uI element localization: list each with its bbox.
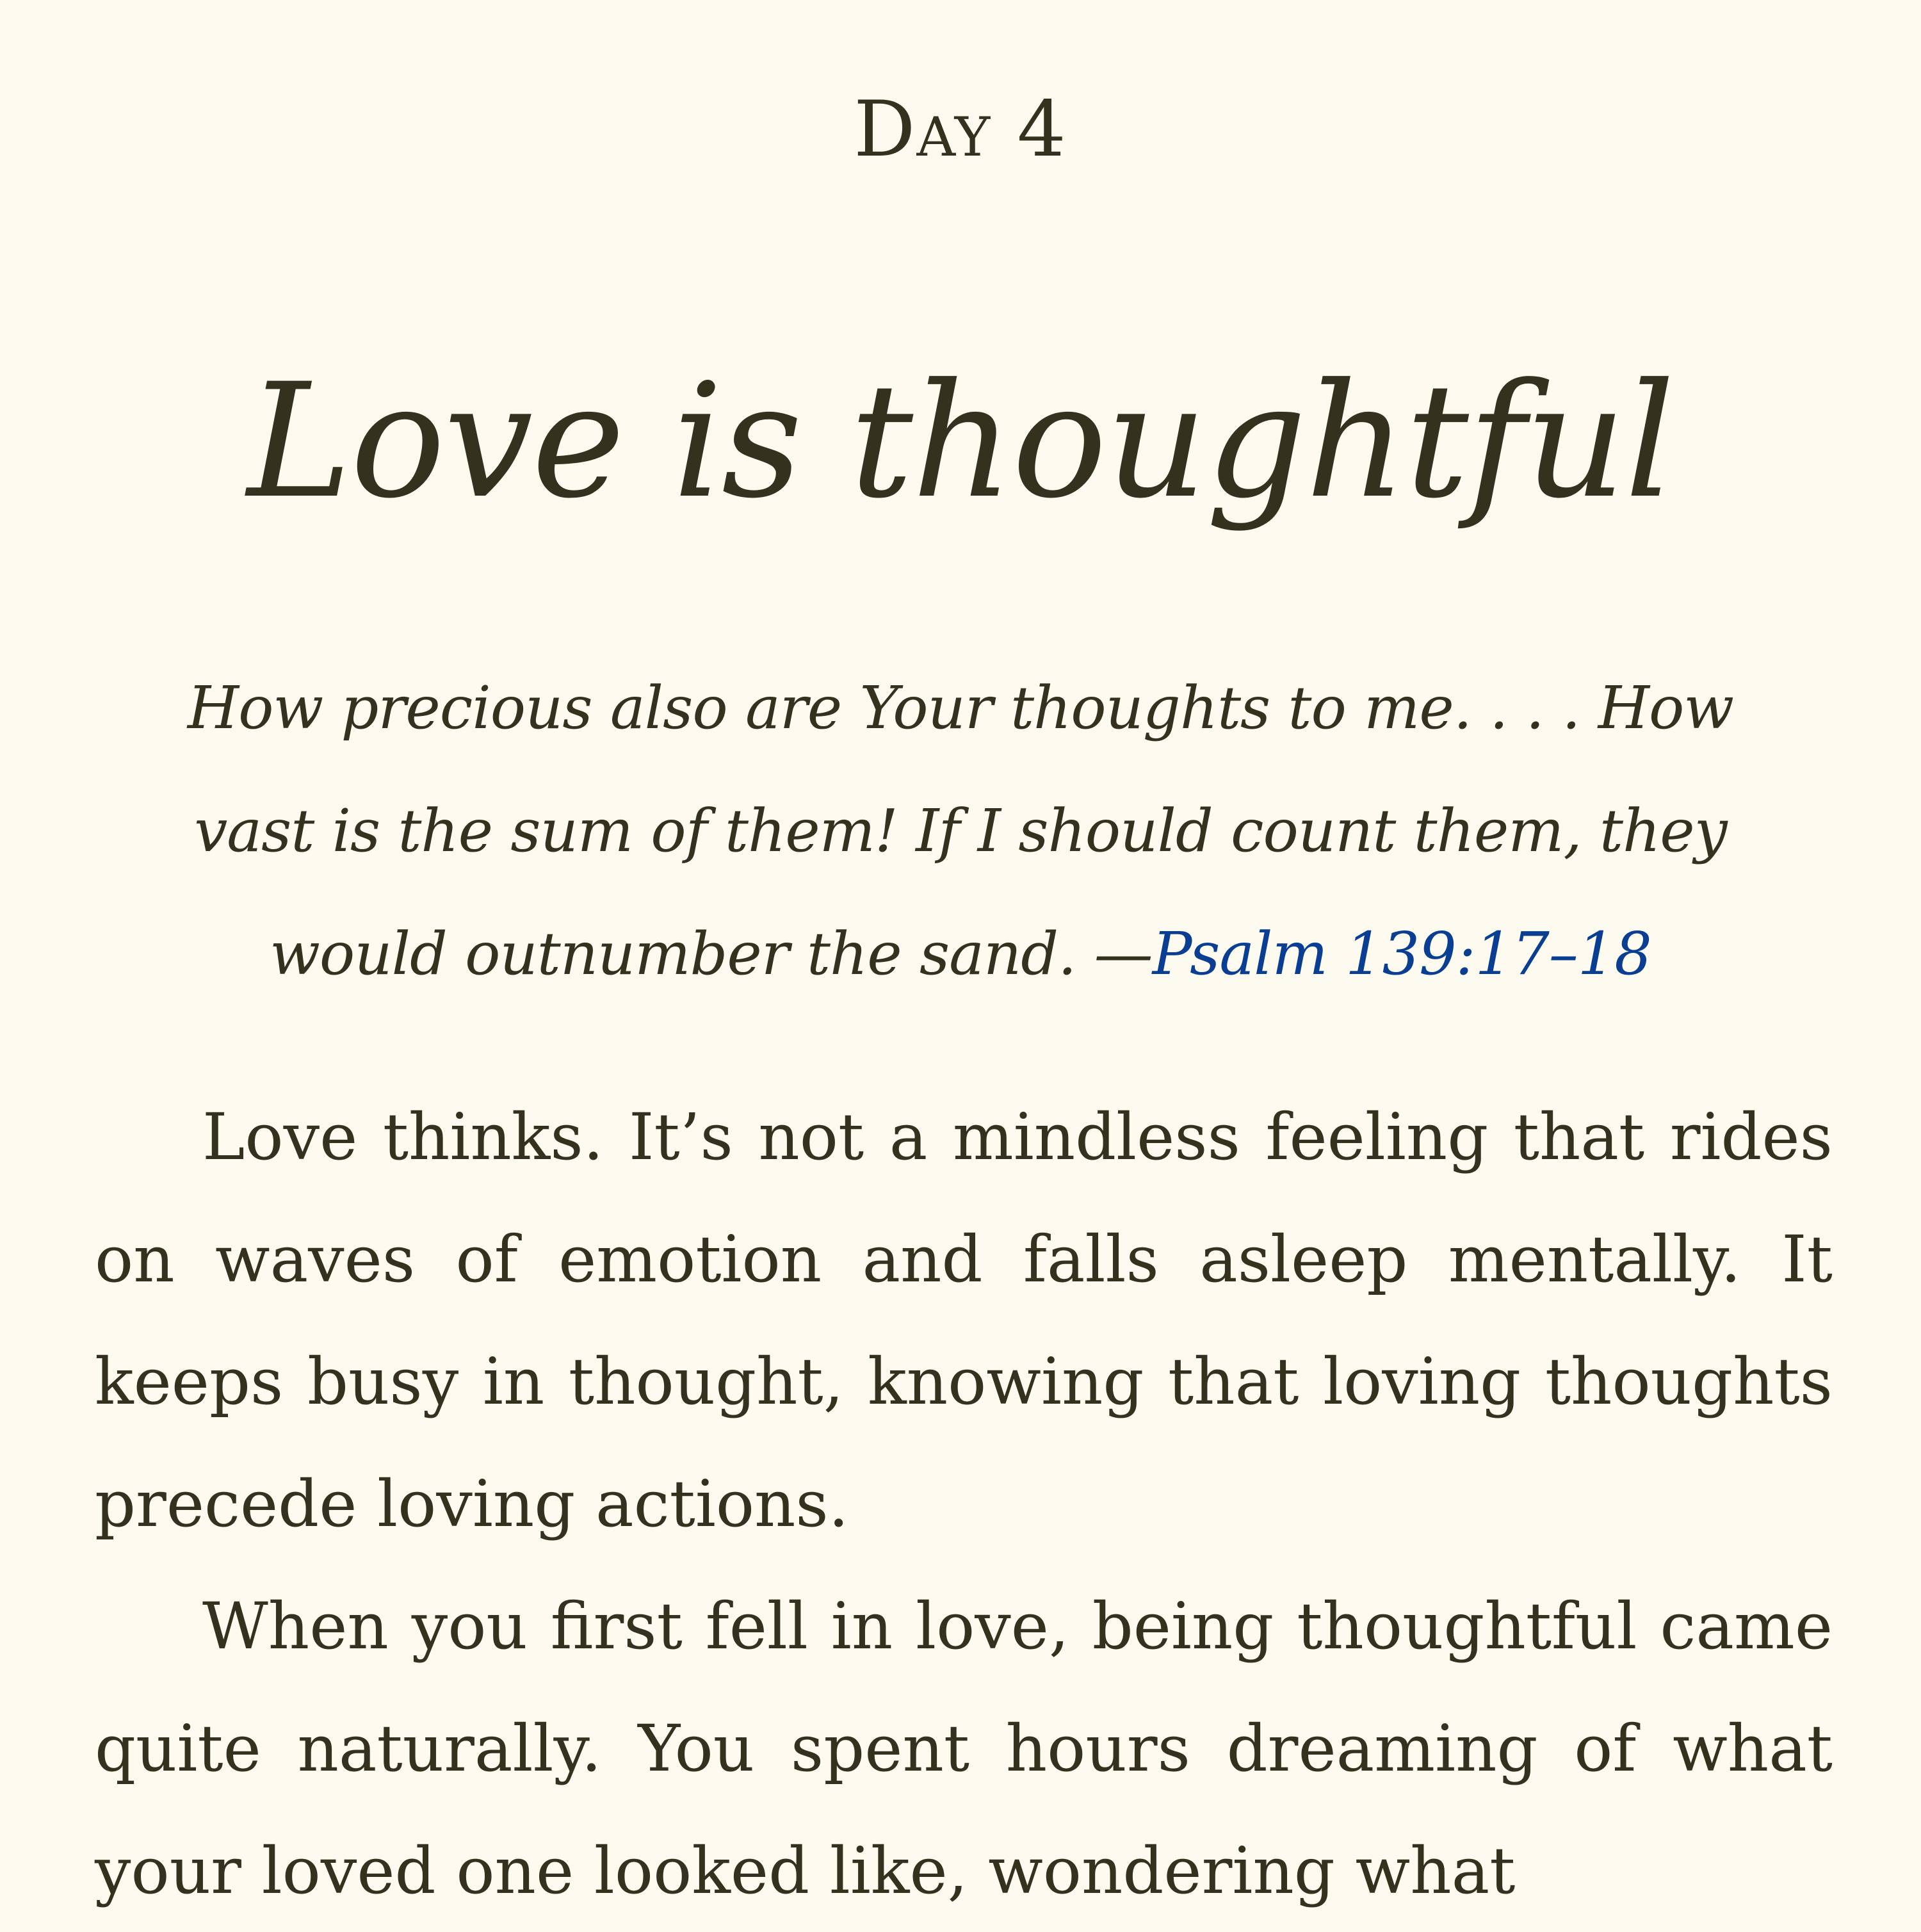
chapter-title: Love is thoughtful [247,350,1674,533]
paragraph: When you first fell in love, being thoughtful came quite naturally. You spent hours dreaming of what your loved one looked like, wondering what [95,1589,1833,1908]
scripture-reference-link[interactable]: Psalm 139:17–18 [1152,920,1651,988]
epigraph-text: How precious also are Your thoughts to me. . . . How vast is the sum of them! If I should count them, they would outnumber the sand. — [187,674,1734,988]
body-text [95,1076,1833,1932]
day-label: Day 4 [854,85,1067,174]
scripture-epigraph [147,647,1774,1016]
paragraph: Love thinks. It’s not a mindless feeling that rides on waves of emotion and falls asleep mentally. It keeps busy in thought, knowing that loving thoughts precede loving actions. [95,1100,1833,1541]
